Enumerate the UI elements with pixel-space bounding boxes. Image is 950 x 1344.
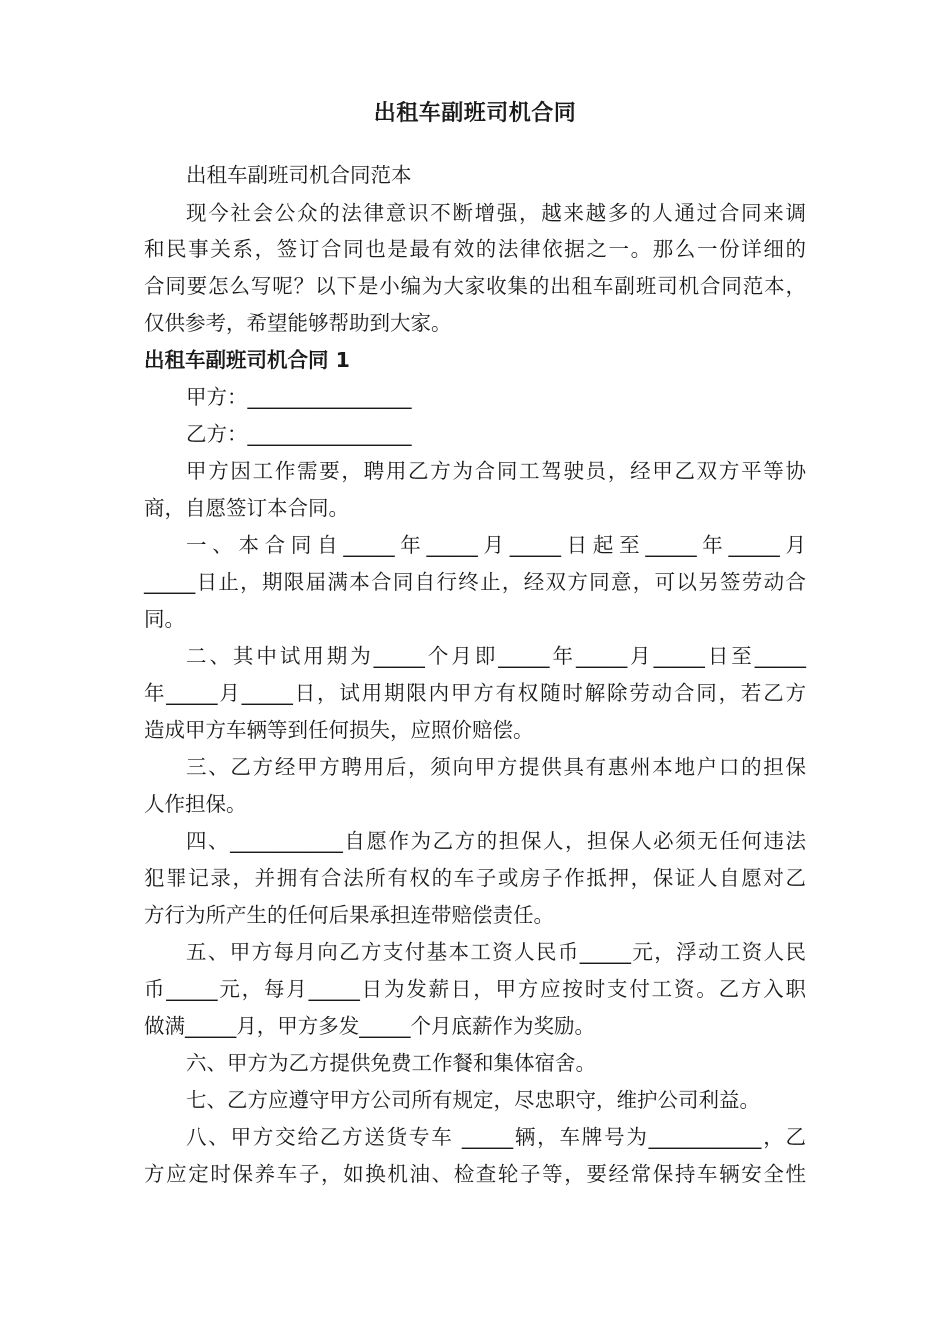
party-b-line: 乙方：________________ — [186, 422, 412, 446]
intro-line: 仅供参考，希望能够帮助到大家。 — [144, 311, 452, 335]
clause-preamble-line: 甲方因工作需要，聘用乙方为合同工驾驶员，经甲乙双方平等协 — [186, 459, 806, 483]
clause-4-line: 四、___________自愿作为乙方的担保人，担保人必须无任何违法 — [186, 829, 806, 853]
subtitle: 出租车副班司机合同范本 — [186, 163, 412, 187]
clause-1-line: 一、本合同自_____年_____月_____日起至_____年_____月 — [186, 533, 806, 557]
clause-8-line: 方应定时保养车子，如换机油、检查轮子等，要经常保持车辆安全性 — [144, 1162, 806, 1186]
clause-6-line: 六、甲方为乙方提供免费工作餐和集体宿舍。 — [186, 1051, 596, 1075]
clause-1-line: _____日止，期限届满本合同自行终止，经双方同意，可以另签劳动合 — [144, 570, 806, 594]
clause-3-line: 三、乙方经甲方聘用后，须向甲方提供具有惠州本地户口的担保 — [186, 755, 806, 779]
clause-preamble-line: 商，自愿签订本合同。 — [144, 496, 349, 520]
clause-4-line: 方行为所产生的任何后果承担连带赔偿责任。 — [144, 903, 554, 927]
clause-3-line: 人作担保。 — [144, 792, 247, 816]
section-heading: 出租车副班司机合同 1 — [144, 348, 350, 372]
clause-2-line: 年_____月_____日，试用期限内甲方有权随时解除劳动合同，若乙方 — [144, 681, 806, 705]
clause-1-line: 同。 — [144, 607, 185, 631]
clause-8-line: 八、甲方交给乙方送货专车 _____辆，车牌号为___________，乙 — [186, 1125, 806, 1149]
intro-line: 和民事关系，签订合同也是最有效的法律依据之一。那么一份详细的 — [144, 237, 806, 261]
clause-4-line: 犯罪记录，并拥有合法所有权的车子或房子作抵押，保证人自愿对乙 — [144, 866, 806, 890]
clause-7-line: 七、乙方应遵守甲方公司所有规定，尽忠职守，维护公司利益。 — [186, 1088, 760, 1112]
clause-5-line: 五、甲方每月向乙方支付基本工资人民币_____元，浮动工资人民 — [186, 940, 806, 964]
clause-5-line: 做满_____月，甲方多发_____个月底薪作为奖励。 — [144, 1014, 595, 1038]
clause-2-line: 二、其中试用期为_____个月即_____年_____月_____日至_____ — [186, 644, 806, 668]
intro-line: 合同要怎么写呢？以下是小编为大家收集的出租车副班司机合同范本， — [144, 274, 806, 298]
clause-5-line: 币_____元，每月_____日为发薪日，甲方应按时支付工资。乙方入职 — [144, 977, 806, 1001]
party-a-line: 甲方：________________ — [186, 385, 412, 409]
intro-line: 现今社会公众的法律意识不断增强，越来越多的人通过合同来调 — [186, 201, 806, 225]
clause-2-line: 造成甲方车辆等到任何损失，应照价赔偿。 — [144, 718, 534, 742]
document-title: 出租车副班司机合同 — [373, 101, 577, 126]
